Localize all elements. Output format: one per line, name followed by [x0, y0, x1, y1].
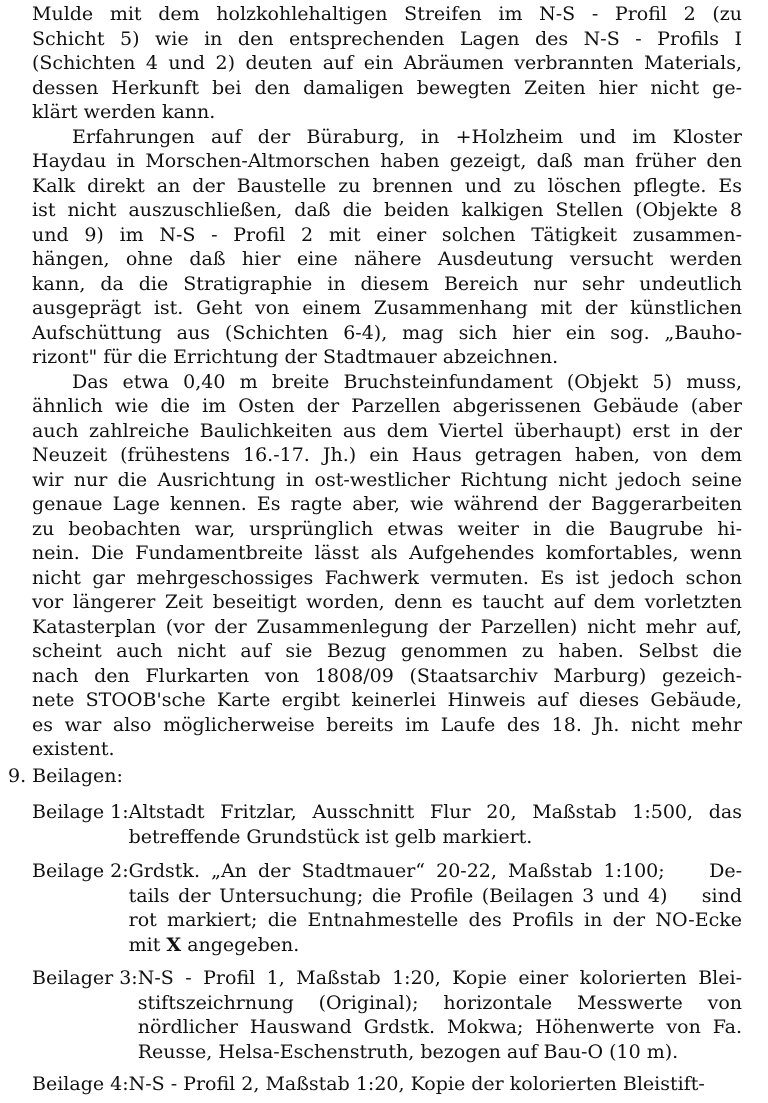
- beilage-label: Beilage 1:: [32, 801, 129, 823]
- beilage-description: [129, 800, 742, 849]
- text-line: rot markiert; die Entnahmestelle des Profils in der NO-Ecke: [128, 909, 742, 931]
- text-line: Neuzeit (frühestens 16.-17. Jh.) ein Haus getragen haben, von dem: [32, 444, 742, 466]
- text-line: Aufschüttung aus (Schichten 6-4), mag sich hier ein sog. „Bauho-: [32, 321, 742, 344]
- text-line: vor längerer Zeit beseitigt worden, denn es taucht auf dem vorletzten: [32, 591, 742, 613]
- marker-x: X: [166, 933, 182, 956]
- text-line: [129, 933, 742, 958]
- text-line: nicht gar mehrgeschossiges Fachwerk vermuten. Es ist jedoch schon: [32, 566, 742, 589]
- beilage-entry: [32, 800, 742, 849]
- text-line: kann, da die Stratigraphie in diesem Bereich nur sehr undeutlich: [32, 272, 742, 295]
- text-line: ist nicht auszuschließen, daß die beiden kalkigen Stellen (Objekte 8: [32, 199, 742, 221]
- text-line: Katasterplan (vor der Zusammenlegung der Parzellen) nicht mehr auf,: [32, 615, 742, 638]
- text-line: scheint auch nicht auf sie Bezug genommen zu haben. Selbst die: [32, 640, 742, 662]
- beilage-label: Beilager 3:: [32, 967, 138, 989]
- text-line: N-S - Profil 1, Maßstab 1:20, Kopie einer kolorierten Blei-: [137, 967, 742, 989]
- text-line: Grdstk. „An der Stadtmauer“ 20-22, Maßstab 1:100; De-: [128, 860, 742, 882]
- text-line: ähnlich wie die im Osten der Parzellen abgerissenen Gebäude (aber: [32, 395, 742, 417]
- text-line: nach den Flurkarten von 1808/09 (Staatsarchiv Marburg) gezeich-: [32, 664, 742, 687]
- text-line: stiftszeichrnung (Original); horizontale Messwerte von: [137, 991, 742, 1014]
- beilage-description: [129, 1072, 742, 1097]
- text-line: betreffende Grundstück ist gelb markiert.: [128, 825, 533, 848]
- beilage-description: [129, 859, 742, 957]
- text-fragment: angegeben.: [181, 933, 300, 956]
- text-line: Haydau in Morschen-Altmorschen haben gezeigt, daß man früher den: [32, 150, 742, 172]
- text-line: und 9) im N-S - Profil 2 mit einer solchen Tätigkeit zusammen-: [32, 223, 742, 246]
- text-fragment: mit: [128, 933, 167, 956]
- section-heading: 9. Beilagen:: [8, 765, 123, 787]
- text-line: existent.: [32, 738, 115, 760]
- text-line: Altstadt Fritzlar, Ausschnitt Flur 20, Maßstab 1:500, das: [128, 801, 742, 823]
- text-line: wir nur die Ausrichtung in ost-westlicher Richtung nicht jedoch seine: [32, 468, 742, 491]
- text-line: tails der Untersuchung; die Profile (Beilagen 3 und 4) sind: [128, 884, 742, 907]
- text-line: nördlicher Hauswand Grdstk. Mokwa; Höhenwerte von Fa.: [137, 1016, 742, 1038]
- text-line: N-S - Profil 2, Maßstab 1:20, Kopie der kolorierten Bleistift-: [128, 1073, 705, 1095]
- text-line: Das etwa 0,40 m breite Bruchsteinfundament (Objekt 5) muss,: [72, 370, 742, 393]
- text-line: Schicht 5) wie in den entsprechenden Lagen des N-S - Profils I: [32, 27, 742, 50]
- text-line: (Schichten 4 und 2) deuten auf ein Abräumen verbrannten Materials,: [32, 52, 742, 74]
- text-line: ausgeprägt ist. Geht von einem Zusammenhang mit der künstlichen: [32, 297, 742, 319]
- beilage-entry: [32, 859, 742, 957]
- text-line: klärt werden kann.: [32, 101, 216, 123]
- beilage-entry: [32, 966, 742, 1064]
- text-line: zu beobachten war, ursprünglich etwas weiter in die Baugrube hi-: [32, 517, 742, 540]
- paragraph: [32, 370, 742, 762]
- text-line: auch zahlreiche Baulichkeiten aus dem Viertel überhaupt) erst in der: [32, 419, 742, 442]
- text-line: nein. Die Fundamentbreite lässt als Aufgehendes komfortables, wenn: [32, 542, 742, 564]
- text-line: Reusse, Helsa-Eschenstruth, bezogen auf Bau-O (10 m).: [137, 1040, 679, 1063]
- paragraph: [32, 2, 742, 125]
- text-line: Mulde mit dem holzkohlehaltigen Streifen im N-S - Profil 2 (zu: [32, 3, 742, 25]
- text-line: genaue Lage kennen. Es ragte aber, wie während der Baggerarbeiten: [32, 493, 742, 515]
- beilage-description: [138, 966, 742, 1064]
- beilage-label: Beilage 4:: [32, 1073, 129, 1095]
- text-line: rizont" für die Errichtung der Stadtmauer abzeichnen.: [32, 346, 559, 368]
- text-line: Erfahrungen auf der Büraburg, in +Holzheim und im Kloster: [72, 125, 742, 148]
- text-line: es war also möglicherweise bereits im Laufe des 18. Jh. nicht mehr: [32, 713, 742, 736]
- paragraph: [32, 125, 742, 370]
- text-line: nete STOOB'sche Karte ergibt keinerlei Hinweis auf dieses Gebäude,: [32, 689, 742, 711]
- beilage-entry: [32, 1072, 742, 1097]
- text-line: hängen, ohne daß hier eine nähere Ausdeutung versucht werden: [32, 248, 742, 270]
- text-line: dessen Herkunft bei den damaligen bewegten Zeiten hier nicht ge-: [32, 76, 742, 99]
- beilage-label: Beilage 2:: [32, 860, 129, 882]
- body-text: [32, 2, 742, 762]
- text-line: Kalk direkt an der Baustelle zu brennen und zu löschen pflegte. Es: [32, 174, 742, 197]
